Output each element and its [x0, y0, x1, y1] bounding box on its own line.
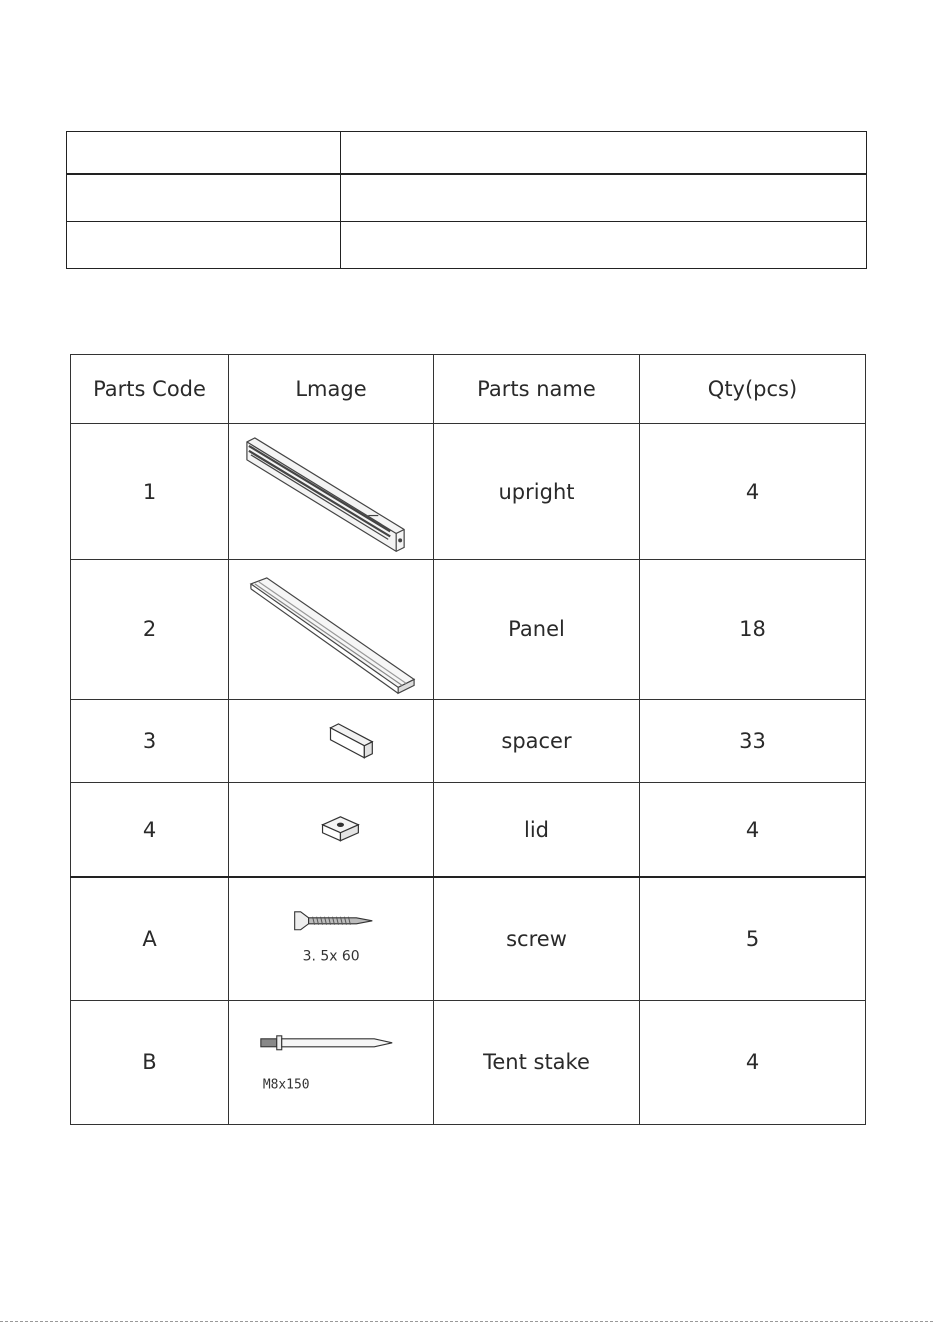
part-image	[229, 424, 434, 560]
part-name: lid	[434, 783, 640, 877]
part-qty: 33	[640, 699, 866, 783]
table-row	[71, 424, 866, 560]
part-image	[229, 560, 434, 699]
spacer-block-icon	[229, 700, 433, 783]
header-info-cell	[67, 174, 341, 222]
screw-icon	[229, 878, 433, 1000]
table-row	[71, 1001, 866, 1124]
part-name: spacer	[434, 699, 640, 783]
part-code: 4	[71, 783, 229, 877]
header-info-row	[67, 222, 867, 269]
header-info-row	[67, 174, 867, 222]
panel-board-icon	[229, 560, 433, 698]
screw-size-label: 3. 5x 60	[302, 948, 360, 965]
part-image	[229, 699, 434, 783]
part-qty: 5	[640, 877, 866, 1001]
lid-cap-icon	[229, 783, 433, 876]
part-qty: 18	[640, 560, 866, 699]
table-row	[71, 783, 866, 877]
header-image: Lmage	[229, 355, 434, 424]
stake-size-label: M8x150	[262, 1077, 310, 1093]
part-name: upright	[434, 424, 640, 560]
header-info-row	[67, 132, 867, 174]
page-bottom-divider	[0, 1321, 933, 1322]
table-row	[71, 877, 866, 1001]
part-qty: 4	[640, 1001, 866, 1124]
header-info-cell	[341, 222, 867, 269]
table-row	[71, 699, 866, 783]
part-code: 1	[71, 424, 229, 560]
part-image	[229, 783, 434, 877]
header-qty: Qty(pcs)	[640, 355, 866, 424]
part-image	[229, 877, 434, 1001]
header-info-cell	[341, 132, 867, 174]
part-qty: 4	[640, 424, 866, 560]
header-info-table	[66, 131, 867, 269]
part-name: Tent stake	[434, 1001, 640, 1124]
part-image	[229, 1001, 434, 1124]
part-code: 2	[71, 560, 229, 699]
header-parts-code: Parts Code	[71, 355, 229, 424]
header-info-cell	[67, 222, 341, 269]
part-code: B	[71, 1001, 229, 1124]
header-info-cell	[341, 174, 867, 222]
part-code: A	[71, 877, 229, 1001]
header-parts-name: Parts name	[434, 355, 640, 424]
parts-header-row	[71, 355, 866, 424]
part-code: 3	[71, 699, 229, 783]
part-name: screw	[434, 877, 640, 1001]
upright-bar-icon	[229, 424, 433, 559]
part-qty: 4	[640, 783, 866, 877]
part-name: Panel	[434, 560, 640, 699]
tent-stake-icon	[229, 1001, 433, 1123]
table-row	[71, 560, 866, 699]
header-info-cell	[67, 132, 341, 174]
parts-list-table	[70, 354, 866, 1125]
